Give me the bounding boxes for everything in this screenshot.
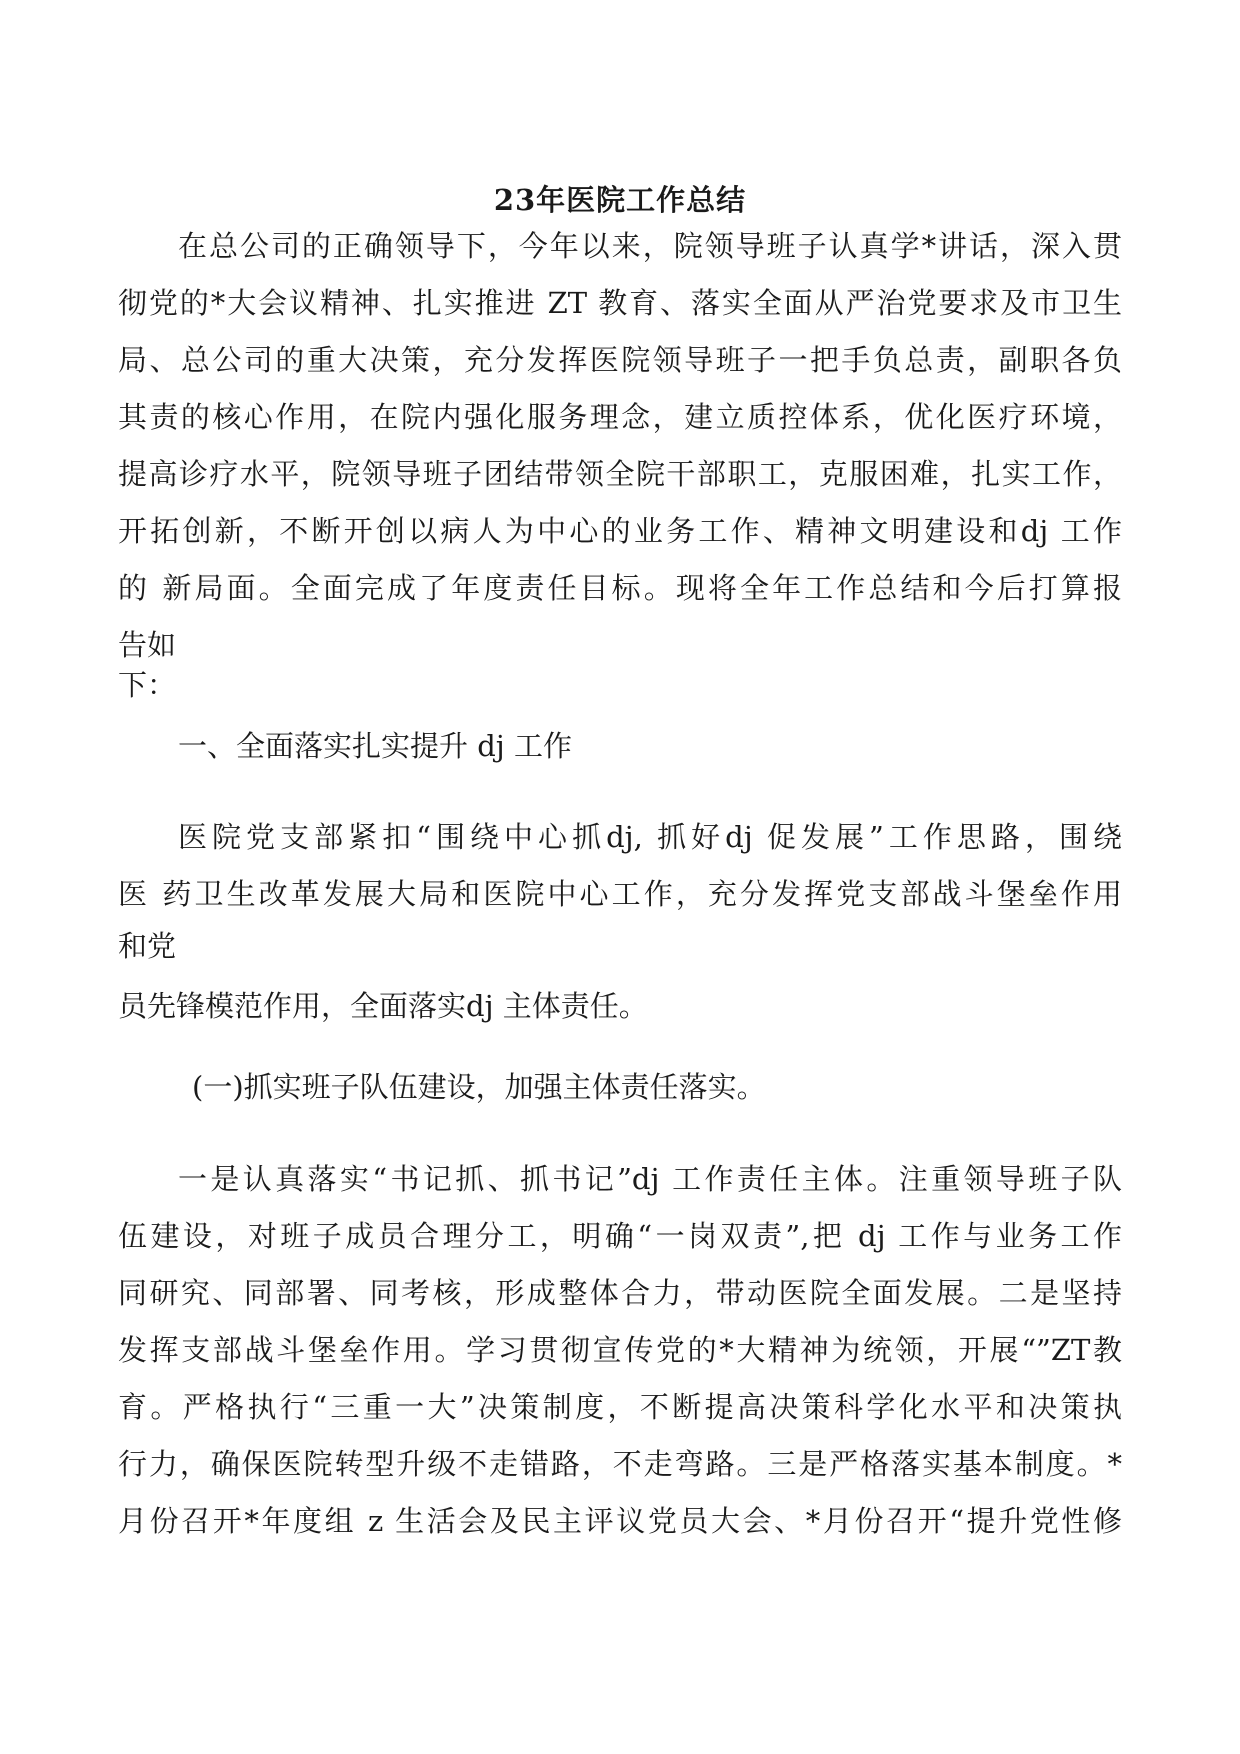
subsection-1-line-1: 一是认真落实“书记抓、抓书记”dj 工作责任主体。注重领导班子队: [178, 1162, 1122, 1196]
subsection-1-line-5: 育。严格执行“三重一大”决策制度，不断提高决策科学化水平和决策执: [118, 1390, 1122, 1424]
intro-line-8: 告如: [118, 628, 177, 662]
section-1-line-3: 和党: [118, 929, 177, 963]
subsection-1-heading: (一)抓实班子队伍建设，加强主体责任落实。: [192, 1070, 766, 1104]
section-1-line-4: 员先锋模范作用，全面落实dj 主体责任。: [118, 989, 648, 1023]
subsection-1-line-6: 行力，确保医院转型升级不走错路，不走弯路。三是严格落实基本制度。*: [118, 1447, 1122, 1481]
subsection-1-line-2: 伍建设，对班子成员合理分工，明确“一岗双责”,把 dj 工作与业务工作: [118, 1219, 1122, 1253]
section-1-line-2: 医 药卫生改革发展大局和医院中心工作，充分发挥党支部战斗堡垒作用: [118, 877, 1122, 911]
intro-line-5: 提高诊疗水平，院领导班子团结带领全院干部职工，克服困难，扎实工作，: [118, 457, 1122, 491]
section-1-heading: 一、全面落实扎实提升 dj 工作: [178, 729, 572, 763]
intro-line-3: 局、总公司的重大决策，充分发挥医院领导班子一把手负总责，副职各负: [118, 343, 1122, 377]
intro-line-4: 其责的核心作用，在院内强化服务理念，建立质控体系，优化医疗环境，: [118, 400, 1122, 434]
document-title: 23年医院工作总结: [493, 183, 747, 217]
subsection-1-line-4: 发挥支部战斗堡垒作用。学习贯彻宣传党的*大精神为统领，开展“”ZT教: [118, 1333, 1122, 1367]
subsection-1-line-3: 同研究、同部署、同考核，形成整体合力，带动医院全面发展。二是坚持: [118, 1276, 1122, 1310]
intro-line-2: 彻党的*大会议精神、扎实推进 ZT 教育、落实全面从严治党要求及市卫生: [118, 286, 1122, 320]
intro-line-7: 的 新局面。全面完成了年度责任目标。现将全年工作总结和今后打算报: [118, 571, 1122, 605]
intro-line-9: 下：: [118, 668, 177, 702]
intro-line-6: 开拓创新，不断开创以病人为中心的业务工作、精神文明建设和dj 工作: [118, 514, 1122, 548]
subsection-1-line-7: 月份召开*年度组 z 生活会及民主评议党员大会、*月份召开“提升党性修: [118, 1504, 1122, 1538]
section-1-line-1: 医院党支部紧扣“围绕中心抓dj, 抓好dj 促发展”工作思路，围绕: [178, 820, 1122, 854]
intro-line-1: 在总公司的正确领导下，今年以来，院领导班子认真学*讲话，深入贯: [178, 229, 1122, 263]
